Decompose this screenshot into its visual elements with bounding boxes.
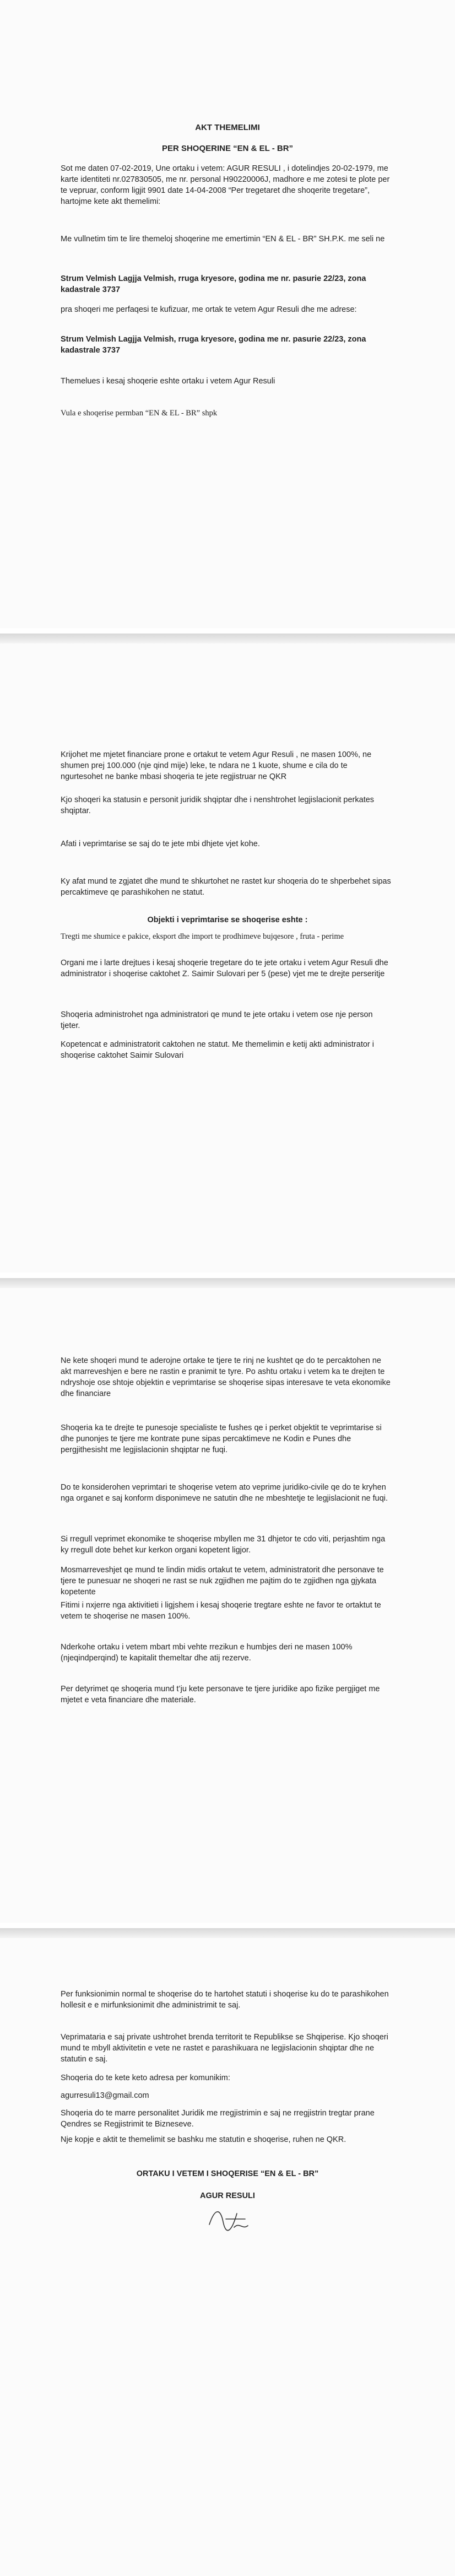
- representation-paragraph: pra shoqeri me perfaqesi te kufizuar, me ortak te vetem Agur Resuli dhe me adrese:: [61, 305, 357, 314]
- seal-paragraph: Vula e shoqerise permban “EN & EL - BR” shpk: [61, 409, 218, 418]
- disputes-paragraph: Mosmarreveshjet qe mund te lindin midis ortakut te vetem, administratorit dhe personave te tjere te punesuar ne shoqeri ne rast se nuk zgjidhen me pajtim do te zgjidhen nga gjykata kopetente: [61, 1566, 384, 1597]
- document-page-1: [0, 0, 455, 628]
- signatory-name: AGUR RESULI: [200, 2191, 255, 2200]
- intro-paragraph: Sot me daten 07-02-2019, Une ortaku i vetem: AGUR RESULI , i dotelindjes 20-02-1979, me karte identiteti nr.027830505, me nr. personal H90220006J, madhore e me zotesi te plote per te vepruar, conform ligjit 9901 date 14-04-2008 “Per tregetaret dhe shoqerite tregetare”, hartojme kete akt themelimi:: [61, 164, 390, 206]
- loss-paragraph: Nderkohe ortaku i vetem mbart mbi vehte rrezikun e humbjes deri ne masen 100% (njeqindperqind) te kapitalit themeltar dhe atij rezerve.: [61, 1643, 353, 1663]
- will-paragraph: Me vullnetim tim te lire themeloj shoqerine me emertimin “EN & EL - BR” SH.P.K. me seli ne: [61, 235, 385, 243]
- obligations-paragraph: Per detyrimet qe shoqeria mund t’ju kete personave te tjere juridike apo fizike pergjiget me mjetet e veta financiare dhe materiale.: [61, 1685, 380, 1704]
- legal-status-paragraph: Kjo shoqeri ka statusin e personit juridik shqiptar dhe i nenshtrohet legjislacionit perkates shqiptar.: [61, 795, 375, 815]
- governing-organ-paragraph: Organi me i larte drejtues i kesaj shoqerie tregetare do te jete ortaku i vetem Agur Resuli dhe administrator i shoqerise caktohet Z. Saimir Sulovari per 5 (pese) vjet me te drejte perseritje: [61, 959, 388, 978]
- contact-email: agurresuli13@gmail.com: [61, 2091, 149, 2100]
- legal-actions-paragraph: Do te konsiderohen veprimtari te shoqerise vetem ato veprime juridiko-civile qe do te kryhen nga organet e saj konform disponimeve ne satutin dhe ne mbeshtetje te legjislacionit ne fuqi.: [61, 1483, 388, 1503]
- partners-paragraph: Ne kete shoqeri mund te aderojne ortake te tjere te rinj ne kushtet qe do te percaktohen ne akt marreveshjen e bere ne rastin e pranimit te tyre. Po ashtu ortaku i vetem ka te drejten te ndryshoje ose shtoje objektin e veprimtarise se shoqerise sipas interesave te veta ekonomike dhe financiare: [61, 1356, 391, 1398]
- document-page-4: [0, 1928, 455, 2576]
- term-extension-paragraph: Ky afat mund te zgjatet dhe mund te shkurtohet ne rastet kur shoqeria do te shperbehet sipas percaktimeve qe parashikohen ne statut.: [61, 877, 391, 897]
- address-primary: Strum Velmish Lagjja Velmish, rruga kryesore, godina me nr. pasurie 22/23, zona kadastrale 3737: [61, 274, 366, 294]
- document-page-3: [0, 1278, 455, 1923]
- territory-paragraph: Veprimataria e saj private ushtrohet brenda territorit te Republikse se Shqiperise. Kjo shoqeri mund te mbyll aktivitetin e vete ne rastet e parashikuara ne legjislacionin shqiptar dhe ne statutin e saj.: [61, 2033, 388, 2064]
- founder-paragraph: Themelues i kesaj shoqerie eshte ortaku i vetem Agur Resuli: [61, 377, 275, 386]
- staff-paragraph: Shoqeria ka te drejte te punesoje specialiste te fushes qe i perket objektit te veprimtarise si dhe punonjes te tjere me kontrate pune sipas percaktimeve ne Kodin e Punes dhe pergjithesisht me legjislacionin shqiptar ne fuqi.: [61, 1424, 382, 1454]
- document-page-2: [0, 634, 455, 1273]
- registration-paragraph: Shoqeria do te marre personalitet Juridik me rregjistrimin e saj ne rregjistrin tregtar prane Qendres se Regjistrimit te Bizneseve.: [61, 2109, 375, 2129]
- scan-shadow: [0, 1278, 455, 1288]
- fiscal-year-paragraph: Si rregull veprimet ekonomike te shoqerise mbyllen me 31 dhjetor te cdo viti, perjashtim nga ky rregull dote behet kur kerkon organi kopetent ligjor.: [61, 1535, 386, 1555]
- object-heading: Objekti i veprimtarise se shoqerise eshte :: [147, 916, 308, 924]
- assets-paragraph: Krijohet me mjetet financiare prone e ortakut te vetem Agur Resuli , ne masen 100%, ne shumen prej 100.000 (nje qind mije) leke, te ndara ne 1 kuote, shume e cila do te ngurtesohet ne banke mbasi shoqeria te jete regjistruar ne QKR: [61, 750, 372, 781]
- administrator-powers-paragraph: Kopetencat e administratorit caktohen ne statut. Me themelimin e ketij akti administrator i shoqerise caktohet Saimir Sulovari: [61, 1040, 374, 1060]
- statute-paragraph: Per funksionimin normal te shoqerise do te hartohet statuti i shoqerise ku do te parashikohen hollesit e e mirfunksionimit dhe administrimit te saj.: [61, 1990, 389, 2010]
- scan-shadow: [0, 634, 455, 643]
- scan-shadow: [0, 1928, 455, 1938]
- document-subtitle: PER SHOQERINE “EN & EL - BR”: [161, 144, 294, 153]
- object-text: Tregti me shumice e pakice, eksport dhe import te prodhimeve bujqesore , fruta - perime: [61, 932, 344, 941]
- email-intro: Shoqeria do te kete keto adresa per komunikim:: [61, 2074, 230, 2082]
- signature-heading: ORTAKU I VETEM I SHOQERISE “EN & EL - BR”: [136, 2169, 319, 2178]
- administration-paragraph: Shoqeria administrohet nga administratori qe mund te jete ortaku i vetem ose nje person tjeter.: [61, 1010, 373, 1030]
- handwritten-signature: [204, 2202, 253, 2236]
- address-secondary: Strum Velmish Lagjja Velmish, rruga kryesore, godina me nr. pasurie 22/23, zona kadastrale 3737: [61, 335, 366, 355]
- copy-paragraph: Nje kopje e aktit te themelimit se bashku me statutin e shoqerise, ruhen ne QKR.: [61, 2135, 346, 2144]
- term-paragraph: Afati i veprimtarise se saj do te jete mbi dhjete vjet kohe.: [61, 840, 260, 848]
- profit-paragraph: Fitimi i nxjerre nga aktivitieti i ligjshem i kesaj shoqerie tregtare eshte ne favor te ortaktut te vetem te shoqerise ne masen 100%.: [61, 1601, 381, 1621]
- document-title: AKT THEMELIMI: [195, 123, 260, 132]
